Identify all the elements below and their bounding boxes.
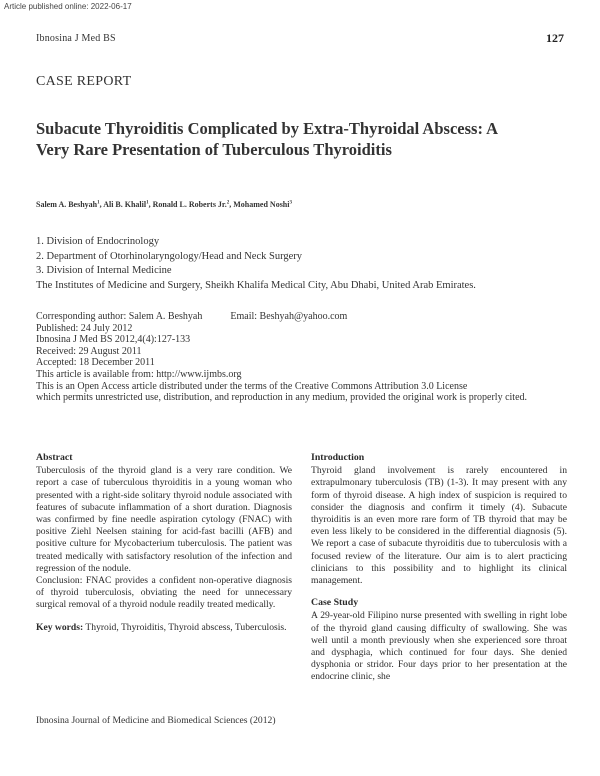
affiliation-line: 2. Department of Otorhinolaryngology/Head and Neck Surgery: [36, 250, 303, 262]
author-affiliation-mark: 2: [226, 200, 230, 206]
author-name: Ronald L. Roberts Jr.: [152, 200, 227, 209]
affiliation-institution: The Institutes of Medicine and Surgery, Sheikh Khalifa Medical City, Abu Dhabi, United Arab Emirates.: [36, 279, 476, 291]
author-name: Ali B. Khalil: [103, 200, 147, 209]
affiliation-line: 1. Division of Endocrinology: [36, 236, 160, 247]
availability-link[interactable]: This article is available from: http://www.ijmbs.org: [36, 368, 242, 380]
page-number: 127: [546, 31, 564, 45]
title-line-1: Subacute Thyroiditis Complicated by Extra-Thyroidal Abscess: A: [36, 119, 499, 138]
left-column: [36, 452, 292, 634]
author-affiliation-mark: 1: [146, 200, 149, 206]
abstract-body: Tuberculosis of the thyroid gland is a very rare condition. We report a case of tuberculous thyroiditis in a young woman who presented with a right-side solitary thyroid nodule associated with features of subacute inflammation of a short duration. Diagnosis was confirmed by fine needle aspiration cytology (FNAC) with positive Ziehl Neelsen staining for acid-fast bacilli (AFB) and positive culture for Mycobacterium tuberculosis. The patient was treated medically with satisfactory resolution of the infection and regression of the nodule.: [36, 465, 292, 574]
publication-date-stamp: Article published online: 2022-06-17: [4, 2, 132, 11]
right-column: [311, 452, 567, 684]
article-title: [36, 118, 576, 160]
license-line-2: which permits unrestricted use, distribution, and reproduction in any medium, provided the original work is properly cited.: [36, 392, 528, 404]
introduction-body: Thyroid gland involvement is rarely encountered in extrapulmonary tuberculosis (TB) (1-3). It may present with any form of thyroid disease. A high index of suspicion is required to consider the diagnosis and confirm it timely (4). Subacute thyroiditis is an even more rare form of TB thyroid that may be even less likely to be considered in the differential diagnosis (5). We report a case of subacute thyroiditis due to tuberculosis with a focused review of the literature. Our aim is to alert practicing clinicians to this possibility and to highlight its clinical management.: [311, 465, 567, 587]
report-type: CASE REPORT: [36, 74, 132, 89]
case-study-heading: Case Study: [311, 597, 359, 609]
author-name: Mohamed Noshi: [233, 200, 290, 209]
case-study-body: A 29-year-old Filipino nurse presented with swelling in right lobe of the thyroid gland causing difficulty of swallowing. She was well until a month previously when she experienced sore throat and dysphagia, which continued for four days. She denied dysphonia or stridor. Four days prior to her presentation at the endocrine clinic, she: [311, 610, 567, 683]
running-header-journal: Ibnosina J Med BS: [36, 33, 116, 44]
keywords: [36, 622, 292, 634]
keywords-label: Key words:: [36, 621, 84, 633]
published-date: Published: 24 July 2012: [36, 322, 133, 334]
affiliations: [36, 235, 476, 293]
introduction-heading: Introduction: [311, 452, 365, 463]
keywords-list: Thyroid, Thyroiditis, Thyroid abscess, Tuberculosis.: [85, 621, 287, 633]
page-footer: Ibnosina Journal of Medicine and Biomedical Sciences (2012): [36, 715, 276, 726]
author-affiliation-mark: 3: [289, 200, 292, 206]
article-metadata: [36, 311, 576, 404]
corresponding-author: Corresponding author: Salem A. Beshyah: [36, 311, 203, 322]
author-name: Salem A. Beshyah: [36, 200, 98, 209]
author-affiliation-mark: 1: [97, 200, 100, 206]
license-line-1: This is an Open Access article distributed under the terms of the Creative Commons Attribution 3.0 License: [36, 380, 468, 392]
received-date: Received: 29 August 2011: [36, 345, 142, 357]
title-line-2: Very Rare Presentation of Tuberculous Thyroiditis: [36, 140, 392, 159]
abstract-heading: Abstract: [36, 452, 73, 463]
accepted-date: Accepted: 18 December 2011: [36, 357, 155, 369]
email-link[interactable]: Email: Beshyah@yahoo.com: [230, 311, 348, 322]
affiliation-line: 3. Division of Internal Medicine: [36, 265, 172, 276]
author-list: Salem A. Beshyah$^1$, Ali B. Khalil$^1$, Ronald L. Roberts Jr.$^2$, Mohamed Noshi$^3$: [36, 200, 292, 209]
citation: Ibnosina J Med BS 2012,4(4):127-133: [36, 334, 191, 346]
abstract-conclusion: Conclusion: FNAC provides a confident non-operative diagnosis of thyroid tuberculosis, obviating the need for unnecessary surgical removal of a thyroid nodule readily treated medically.: [36, 575, 292, 611]
